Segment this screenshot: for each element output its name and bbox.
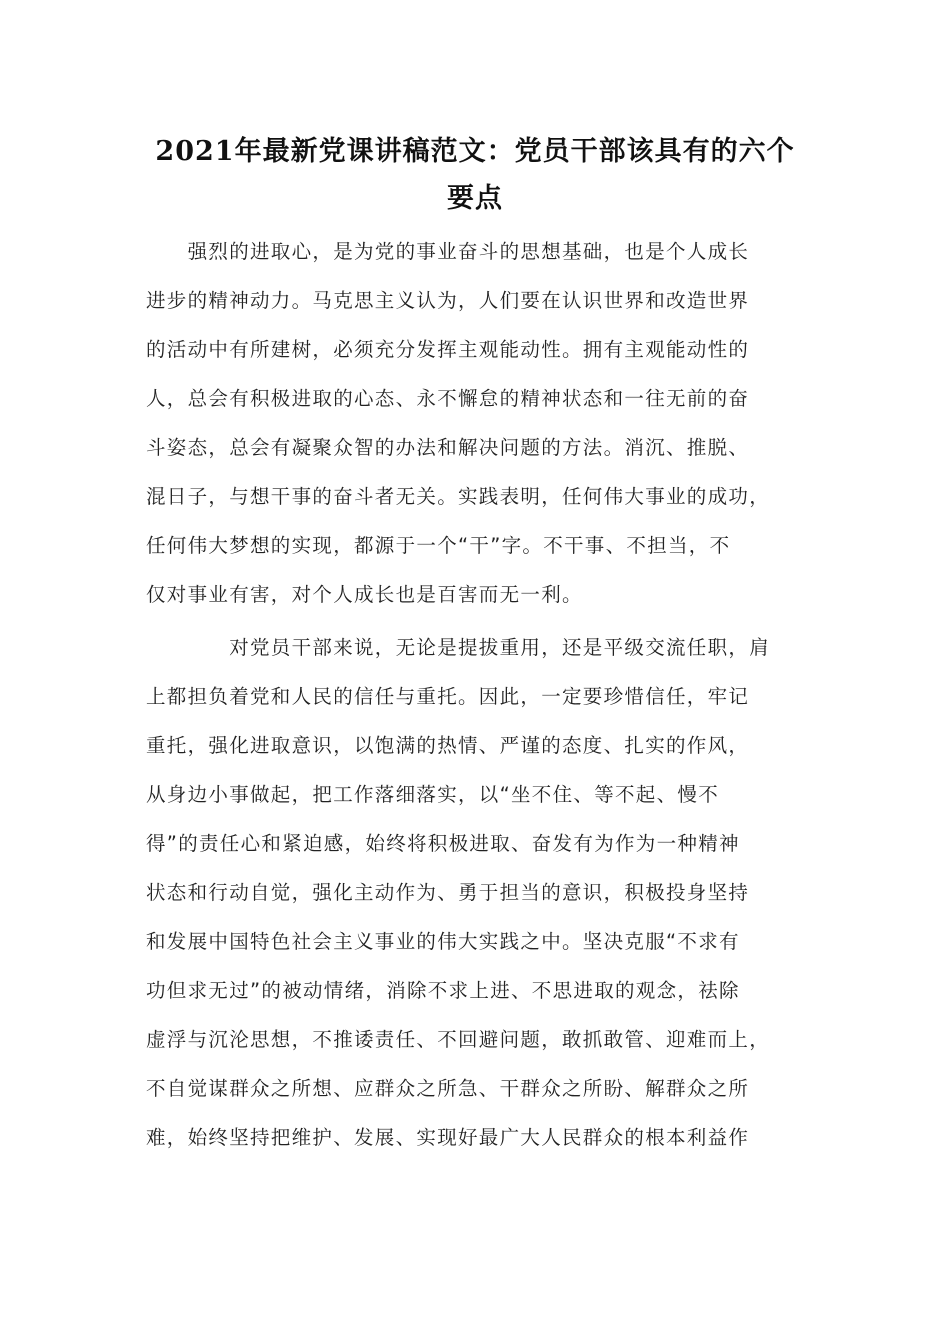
text-line: 的活动中有所建树，必须充分发挥主观能动性。拥有主观能动性的 <box>146 338 750 361</box>
document-title <box>140 128 810 222</box>
text-line: 重托，强化进取意识，以饱满的热情、严谨的态度、扎实的作风， <box>146 734 750 757</box>
title-line: 要点 <box>447 183 503 214</box>
text-line: 虚浮与沉沦思想，不推诿责任、不回避问题，敢抓敢管、迎难而上， <box>146 1028 771 1051</box>
text-line: 和发展中国特色社会主义事业的伟大实践之中。坚决克服“不求有 <box>146 930 740 953</box>
text-line: 人，总会有积极进取的心态、永不懈怠的精神状态和一往无前的奋 <box>146 387 750 410</box>
text-line: 上都担负着党和人民的信任与重托。因此，一定要珍惜信任，牢记 <box>146 685 750 708</box>
paragraph-2 <box>146 623 818 1162</box>
text-line: 不自觉谋群众之所想、应群众之所急、干群众之所盼、解群众之所 <box>146 1077 750 1100</box>
text-line: 状态和行动自觉，强化主动作为、勇于担当的意识，积极投身坚持 <box>146 881 750 904</box>
text-line: 从身边小事做起，把工作落细落实，以“坐不住、等不起、慢不 <box>146 783 720 806</box>
text-line: 难，始终坚持把维护、发展、实现好最广大人民群众的根本利益作 <box>146 1126 750 1149</box>
text-line: 任何伟大梦想的实现，都源于一个“干”字。不干事、不担当，不 <box>146 534 731 557</box>
paragraph-1 <box>146 227 818 619</box>
text-line: 混日子，与想干事的奋斗者无关。实践表明，任何伟大事业的成功， <box>146 485 771 508</box>
text-line: 对党员干部来说，无论是提拔重用，还是平级交流任职，肩 <box>146 636 771 659</box>
text-line: 得”的责任心和紧迫感，始终将积极进取、奋发有为作为一种精神 <box>146 832 740 855</box>
title-line: 2021年最新党课讲稿范文：党员干部该具有的六个 <box>155 136 795 167</box>
text-line: 斗姿态，总会有凝聚众智的办法和解决问题的方法。消沉、推脱、 <box>146 436 750 459</box>
text-line: 功但求无过”的被动情绪，消除不求上进、不思进取的观念，祛除 <box>146 979 740 1002</box>
text-line: 强烈的进取心，是为党的事业奋斗的思想基础，也是个人成长 <box>146 240 750 263</box>
text-line: 仅对事业有害，对个人成长也是百害而无一利。 <box>146 583 583 606</box>
text-line: 进步的精神动力。马克思主义认为，人们要在认识世界和改造世界 <box>146 289 750 312</box>
